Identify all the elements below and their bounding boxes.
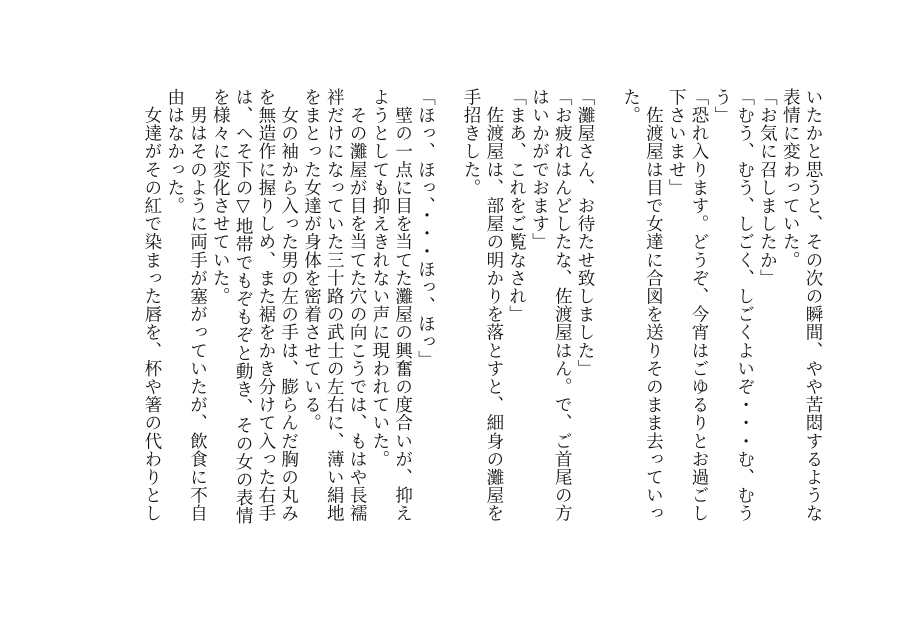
text-line: 「まあ、これをご覧なされ」 <box>506 88 527 324</box>
text-line: 由はなかった。 <box>164 88 185 215</box>
text-line: 壁の一点に目を当てた灘屋の興奮の度合いが、抑え <box>392 88 413 523</box>
text-line: を無造作に握りしめ、また裾をかき分けて入った右手 <box>255 88 276 523</box>
text-line: その灘屋が目を当てた穴の向こうでは、もはや長襦 <box>347 88 368 523</box>
text-line: は、へそ下の▽地帯でもぞもぞと動き、その女の表情 <box>233 88 254 525</box>
text-line: 「むう、むう、しごく、しごくよいぞ・・・む、むう <box>734 88 755 523</box>
text-line: 「お気に召しましたか」 <box>757 88 778 288</box>
text-line: 「灘屋さん、お待たせ致しました」 <box>575 88 596 378</box>
text-line: 手招きした。 <box>461 88 482 197</box>
text-line: 袢だけになっていた三十路の武士の左右に、薄い絹地 <box>324 88 345 523</box>
paragraph-gap <box>436 88 459 558</box>
text-line: 表情に変わっていた。 <box>780 88 801 269</box>
text-line: 男はそのように両手が塞がっていたが、飲食に不自 <box>187 88 208 523</box>
text-line: 女達がその紅で染まった唇を、杯や箸の代わりとし <box>141 88 162 523</box>
text-line: う」 <box>711 88 732 125</box>
text-line: ようとしても抑えきれない声に現われていた。 <box>369 88 390 469</box>
text-line: はいかがでおます」 <box>529 88 550 251</box>
text-line: 佐渡屋は目で女達に合図を送りそのまま去っていっ <box>643 88 664 523</box>
text-line: をまとった女達が身体を密着させている。 <box>301 88 322 432</box>
paragraph-gap <box>596 88 619 558</box>
text-line: 「恐れ入ります。どうぞ、今宵はごゆるりとお過ごし <box>689 88 710 523</box>
text-line: を様々に変化させていた。 <box>210 88 231 306</box>
text-line: 「お疲れはんどしたな、佐渡屋はん。で、ご首尾の方 <box>552 88 573 523</box>
text-line: 下さいませ」 <box>666 88 687 197</box>
text-line: いたかと思うと、その次の瞬間、やや苦悶するような <box>803 88 823 523</box>
text-line: 女の袖から入った男の左の手は、膨らんだ胸の丸み <box>278 88 299 523</box>
text-line: 佐渡屋は、部屋の明かりを落とすと、細身の灘屋を <box>483 88 504 523</box>
vertical-text-body <box>140 88 824 558</box>
text-line: 「ほっ、ほっ、・・・ほっ、ほっ」 <box>415 88 436 369</box>
text-line: た。 <box>620 88 641 125</box>
